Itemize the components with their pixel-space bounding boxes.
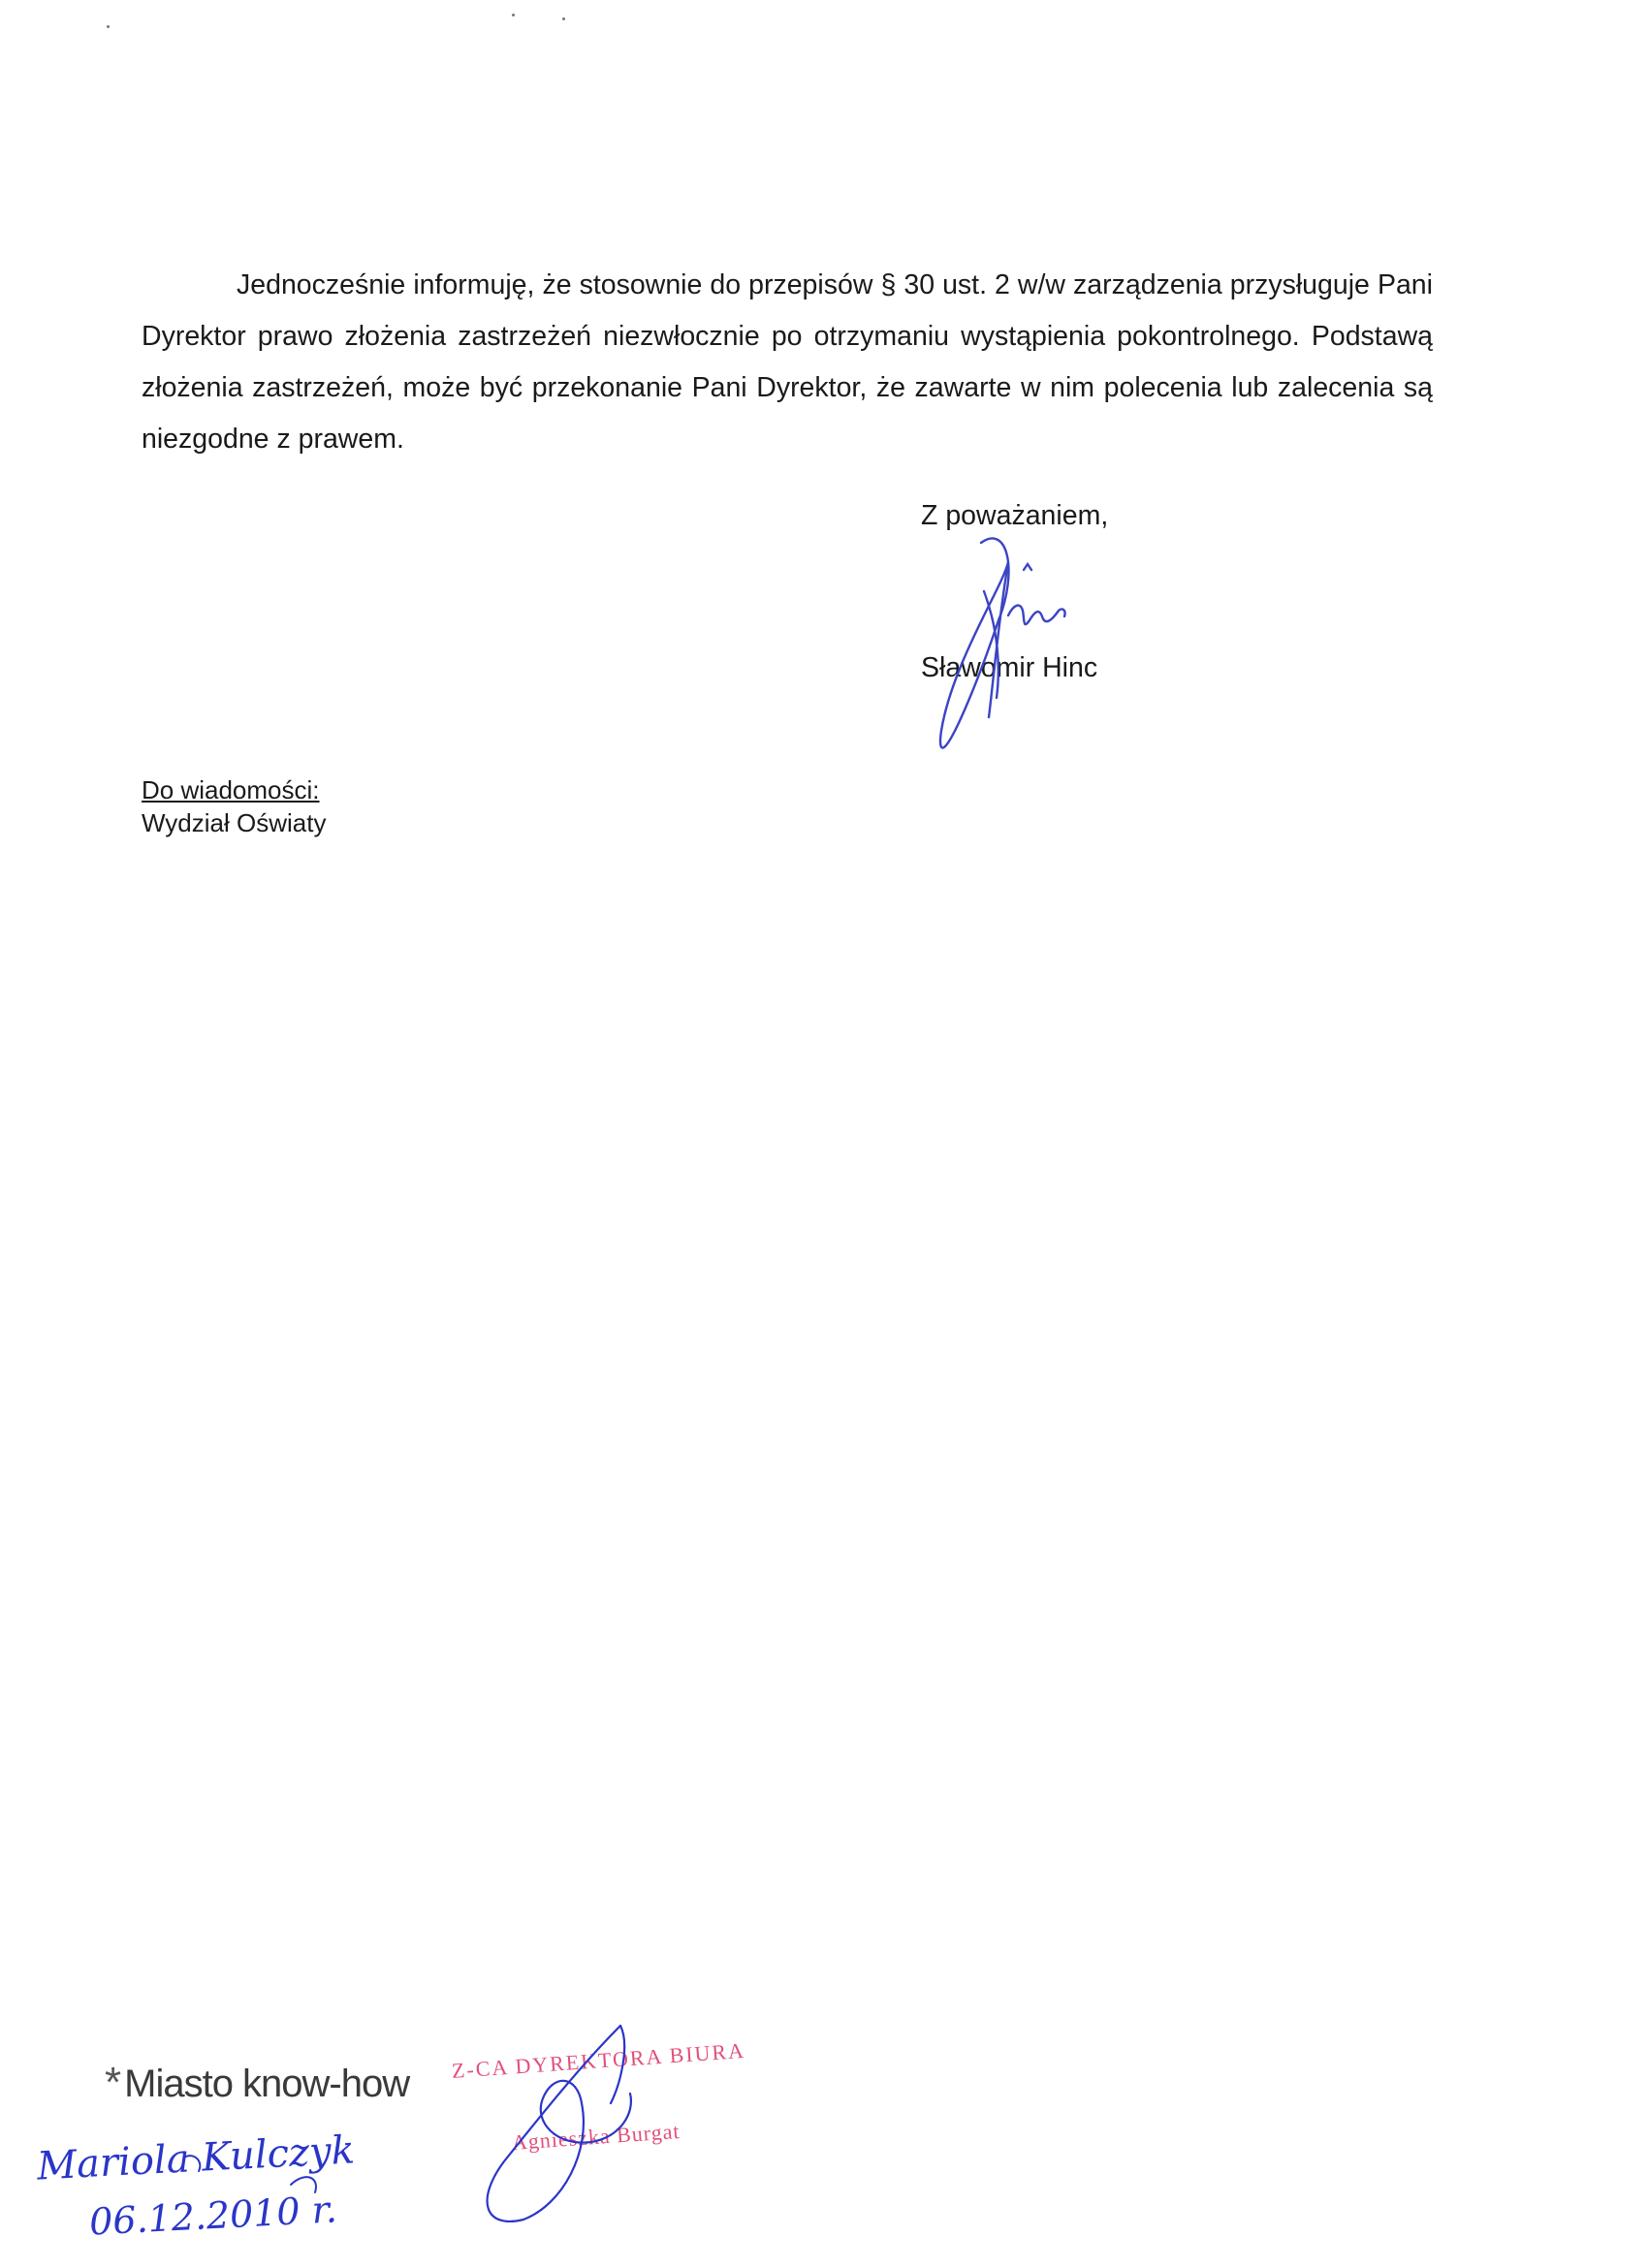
handwritten-name: Mariola Kulczyk: [36, 2127, 357, 2189]
closing-salutation: Z poważaniem,: [921, 500, 1109, 531]
distribution-label: Do wiadomości:: [142, 775, 320, 804]
footer-slogan: [105, 2059, 409, 2107]
stamp-title: Z-CA DYREKTORA BIURA: [451, 2037, 746, 2083]
scan-speck: [107, 25, 110, 28]
scan-speck: [562, 17, 565, 20]
stamp-name: Agnieszka Burgat: [511, 2118, 681, 2155]
slogan-star-icon: *: [105, 2059, 121, 2106]
body-paragraph: [142, 260, 1433, 465]
handwritten-date: 06.12.2010 r.: [88, 2188, 338, 2244]
signer-name: Sławomir Hinc: [921, 652, 1098, 683]
body-paragraph-text: Jednocześnie informuję, że stosownie do przepisów § 30 ust. 2 w/w zarządzenia przysługuje Pani Dyrektor prawo złożenia zastrzeżeń niezwłocznie po otrzymaniu wystąpienia pokontrolnego. Podstawą złożenia zastrzeżeń, może być przekonanie Pani Dyrektor, że zawarte w nim polecenia lub zalecenia są niezgodne z prawem.: [142, 269, 1433, 455]
distribution-recipient: Wydział Oświaty: [142, 808, 327, 837]
slogan-text: Miasto know-how: [124, 2063, 410, 2105]
signer-signature-icon: [940, 538, 1065, 747]
scan-speck: [512, 14, 515, 16]
